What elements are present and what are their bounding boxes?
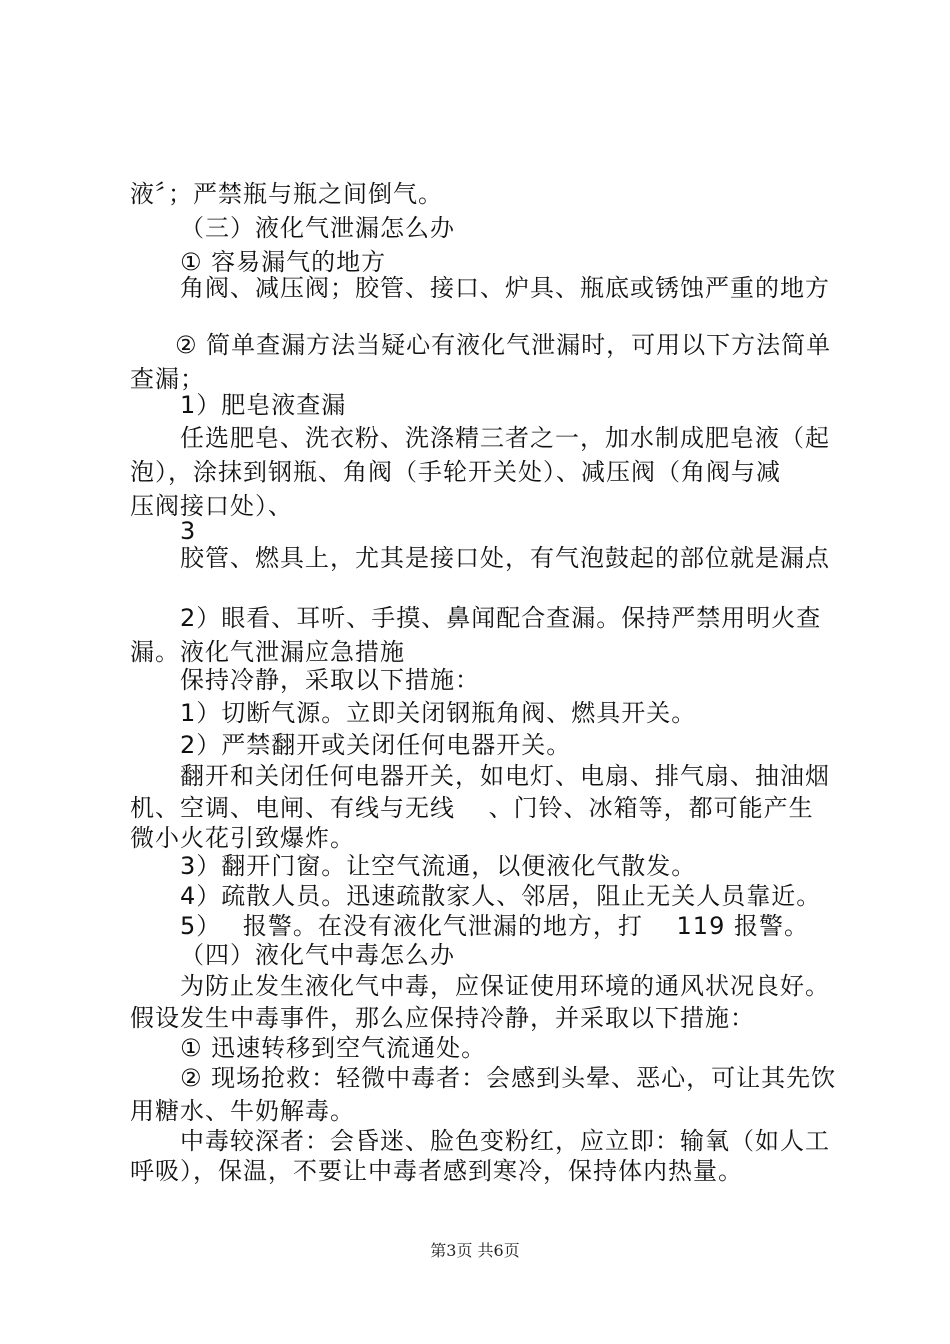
list-item-no-switches: 2）严禁翻开或关闭任何电器开关。 xyxy=(180,731,572,759)
text-line-continuation: 液〞；严禁瓶与瓶之间倒气。 xyxy=(130,180,443,208)
paragraph-line: 呼吸），保温，不要让中毒者感到寒冷，保持体内热量。 xyxy=(130,1157,743,1185)
paragraph-line: 泡），涂抹到钢瓶、角阀（手轮开关处）、减压阀（角阀与减 xyxy=(130,458,781,486)
paragraph-line: 查漏； xyxy=(130,365,205,393)
paragraph-line: 用糖水、牛奶解毒。 xyxy=(130,1097,355,1125)
list-item-sense-check: 2）眼看、耳听、手摸、鼻闻配合查漏。保持严禁用明火查 xyxy=(180,604,822,632)
subheading-leak-locations: ① 容易漏气的地方 xyxy=(180,248,387,276)
list-item-cut-gas: 1）切断气源。立即关闭钢瓶角阀、燃具开关。 xyxy=(180,699,697,727)
paragraph-line: 角阀、减压阀；胶管、接口、炉具、瓶底或锈蚀严重的地方 xyxy=(180,274,830,302)
list-item-first-aid: ② 现场抢救：轻微中毒者：会感到头晕、恶心，可让其先饮 xyxy=(180,1064,837,1092)
page-footer: 第3页 共6页 xyxy=(430,1241,520,1260)
paragraph-line: 漏。液化气泄漏应急措施 xyxy=(130,638,405,666)
paragraph-line: 微小火花引致爆炸。 xyxy=(130,824,355,852)
section-heading-3: （三）液化气泄漏怎么办 xyxy=(180,214,455,242)
paragraph-line: 机、空调、电闸、有线与无线 、门铃、冰箱等，都可能产生 xyxy=(130,794,814,822)
stray-number: 3 xyxy=(180,517,197,545)
list-item-open-windows: 3）翻开门窗。让空气流通，以便液化气散发。 xyxy=(180,852,697,880)
paragraph-line: 保持冷静，采取以下措施： xyxy=(180,666,480,694)
paragraph-line: 翻开和关闭任何电器开关，如电灯、电扇、排气扇、抽油烟 xyxy=(180,762,830,790)
section-heading-4: （四）液化气中毒怎么办 xyxy=(180,941,455,969)
list-item-call-119: 5） 报警。在没有液化气泄漏的地方，打 119 报警。 xyxy=(180,912,809,940)
paragraph-line: 为防止发生液化气中毒，应保证使用环境的通风状况良好。 xyxy=(180,972,830,1000)
list-item-move-to-air: ① 迅速转移到空气流通处。 xyxy=(180,1034,487,1062)
paragraph-line: 任选肥皂、洗衣粉、洗涤精三者之一，加水制成肥皂液（起 xyxy=(180,424,830,452)
paragraph-line: 中毒较深者：会昏迷、脸色变粉红，应立即：输氧（如人工 xyxy=(180,1127,830,1155)
list-item-evacuate: 4）疏散人员。迅速疏散家人、邻居，阻止无关人员靠近。 xyxy=(180,882,822,910)
paragraph-line: 胶管、燃具上，尤其是接口处，有气泡鼓起的部位就是漏点 xyxy=(180,544,830,572)
subheading-leak-check: ② 简单查漏方法当疑心有液化气泄漏时，可用以下方法简单 xyxy=(175,331,832,359)
paragraph-line: 假设发生中毒事件，那么应保持冷静，并采取以下措施： xyxy=(130,1004,755,1032)
paragraph-line: 压阀接口处）、 xyxy=(130,492,293,520)
list-item-soap-check: 1）肥皂液查漏 xyxy=(180,391,347,419)
